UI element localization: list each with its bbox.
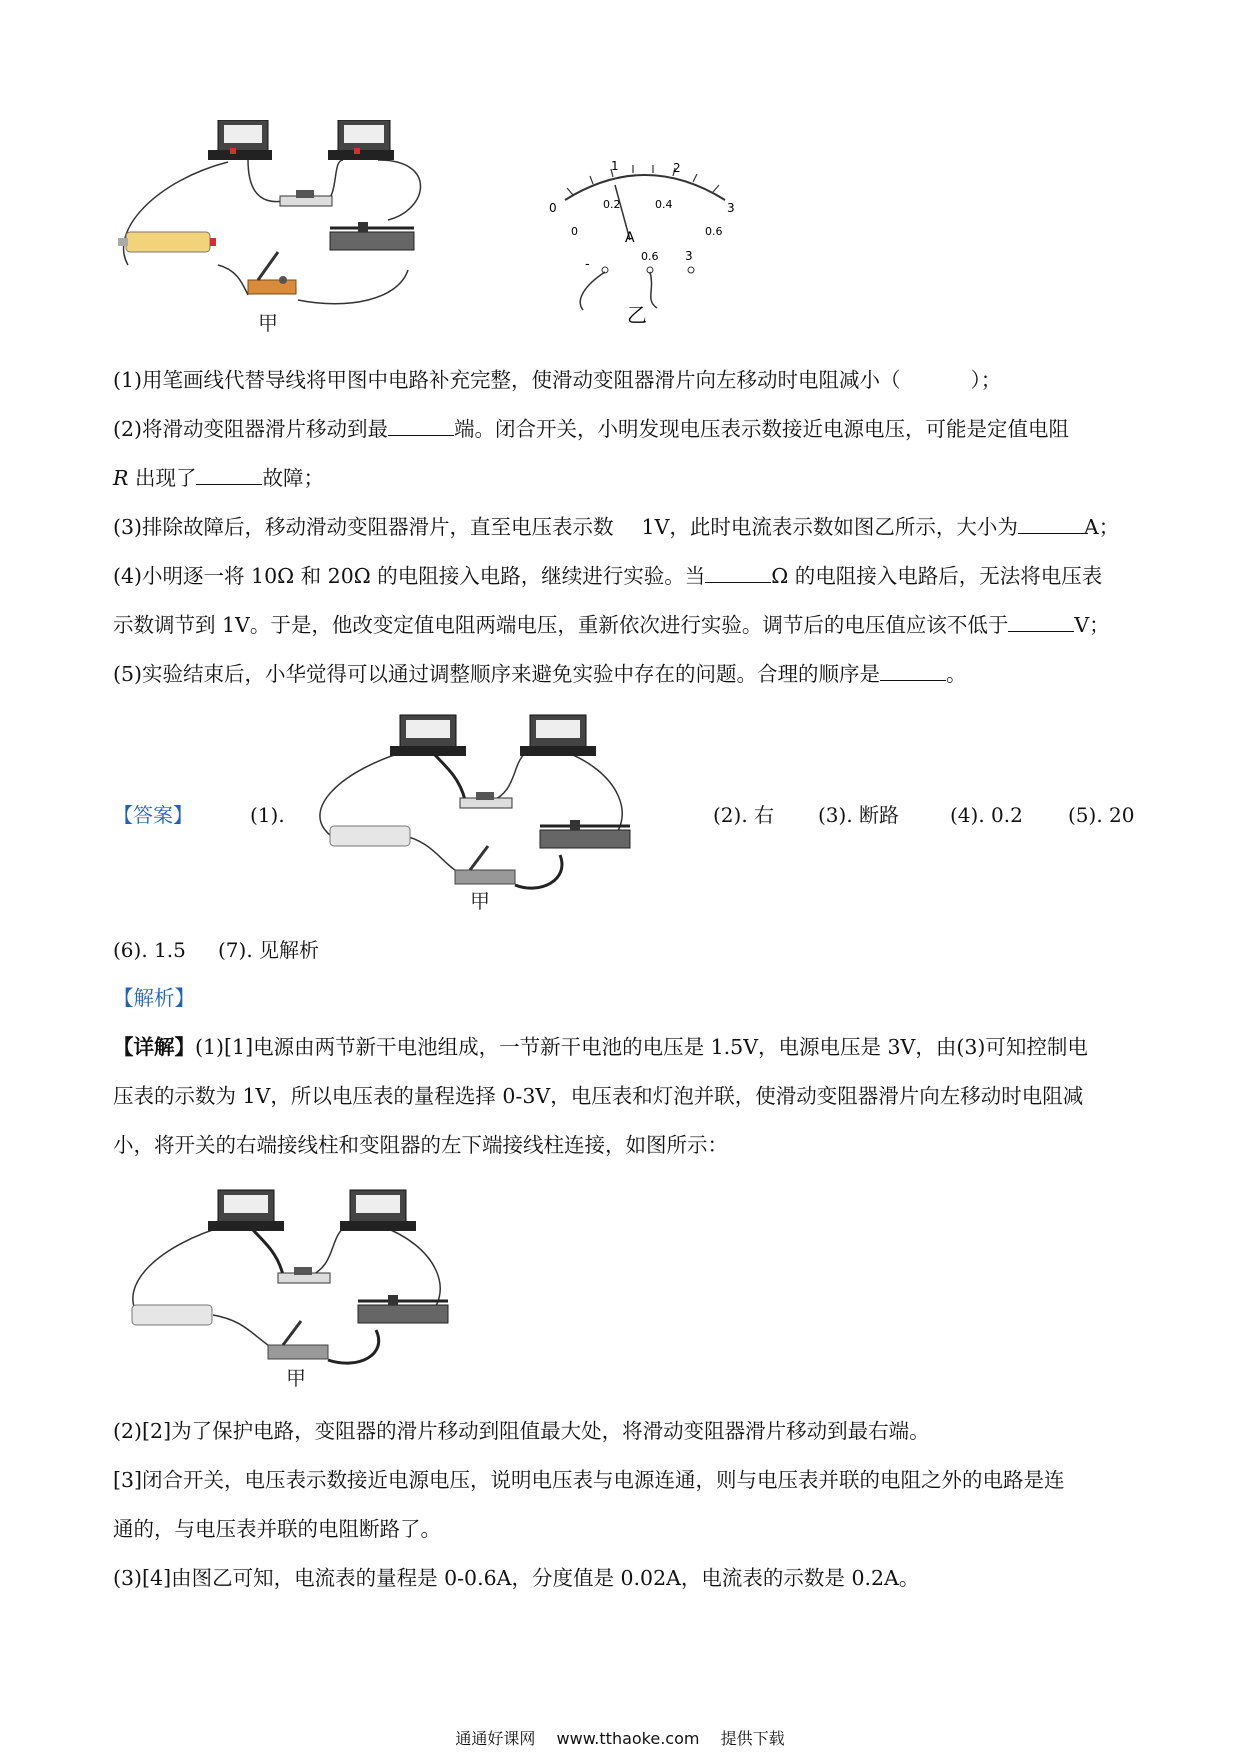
answer-blank[interactable] xyxy=(1008,611,1074,632)
answer-item-6: (6). 1.5 xyxy=(113,938,186,962)
footer-url[interactable]: www.tthaoke.com xyxy=(556,1729,700,1748)
answer-blank[interactable] xyxy=(705,562,771,583)
figure-yi-label: 乙 xyxy=(627,303,647,327)
scale-bottom-1: 0.2 xyxy=(603,198,621,211)
figure-jia-label-analysis: 甲 xyxy=(286,1366,306,1390)
question-2-cont: R 出现了 故障； xyxy=(113,466,324,490)
answer-item-2: (2). 右 xyxy=(713,803,775,827)
scale-bottom-3: 0.6 xyxy=(705,225,723,238)
circuit-figure-answer xyxy=(290,710,650,920)
figure-jia-label: 甲 xyxy=(258,311,278,335)
circuit-figure-jia-top xyxy=(118,120,478,340)
scale-bottom-2: 0.4 xyxy=(655,198,673,211)
terminal-06: 0.6 xyxy=(641,250,659,263)
answer-blank[interactable] xyxy=(196,464,262,485)
analysis-line-6: 通的，与电压表并联的电阻断路了。 xyxy=(113,1517,441,1541)
analysis-line-2: 压表的示数为 1V，所以电压表的量程选择 0-3V，电压表和灯泡并联，使滑动变阻器滑片向左移动时电阻减 xyxy=(113,1084,1084,1108)
scale-bottom-0: 0 xyxy=(571,225,578,238)
analysis-line-1: 【详解】(1)[1]电源由两节新干电池组成，一节新干电池的电压是 1.5V，电源电压是 3V，由(3)可知控制电 xyxy=(113,1035,1088,1059)
question-1: (1)用笔画线代替导线将甲图中电路补充完整，使滑动变阻器滑片向左移动时电阻减小（ ）； xyxy=(113,368,1002,392)
answer-item-5: (5). 20 xyxy=(1068,803,1135,827)
analysis-line-5: [3]闭合开关，电压表示数接近电源电压，说明电压表与电源连通，则与电压表并联的电阻之外的电路是连 xyxy=(113,1468,1065,1492)
circuit-figure-analysis xyxy=(118,1185,468,1395)
scale-top-0: 0 xyxy=(549,201,557,215)
question-4-cont: 示数调节到 1V。于是，他改变定值电阻两端电压，重新依次进行实验。调节后的电压值应该不低于 V； xyxy=(113,613,1110,637)
answer-item-1: (1). xyxy=(250,803,285,827)
scale-top-2: 2 xyxy=(673,161,681,175)
analysis-line-7: (3)[4]由图乙可知，电流表的量程是 0-0.6A，分度值是 0.02A，电流表的示数是 0.2A。 xyxy=(113,1566,920,1590)
answer-blank[interactable] xyxy=(388,415,454,436)
ammeter-figure-yi xyxy=(545,150,745,330)
answer-tag: 【答案】 xyxy=(113,803,193,827)
analysis-line-4: (2)[2]为了保护电路，变阻器的滑片移动到阻值最大处，将滑动变阻器滑片移动到最右端。 xyxy=(113,1419,930,1443)
question-3: (3)排除故障后，移动滑动变阻器滑片，直至电压表示数 1V，此时电流表示数如图乙所示，大小为 A； xyxy=(113,515,1120,539)
answer-item-7: (7). 见解析 xyxy=(218,938,320,962)
ammeter-unit: A xyxy=(625,230,635,246)
scale-top-3: 3 xyxy=(727,201,735,215)
answer-item-4: (4). 0.2 xyxy=(950,803,1023,827)
question-2: (2)将滑动变阻器滑片移动到最 端。闭合开关，小明发现电压表示数接近电源电压，可能是定值电阻 xyxy=(113,417,1070,441)
analysis-tag: 【解析】 xyxy=(113,986,195,1010)
answer-blank[interactable] xyxy=(880,660,946,681)
analysis-line-3: 小，将开关的右端接线柱和变阻器的左下端接线柱连接，如图所示： xyxy=(113,1133,728,1157)
question-4: (4)小明逐一将 10Ω 和 20Ω 的电阻接入电路，继续进行实验。当 Ω 的电阻接入电路后，无法将电压表 xyxy=(113,564,1103,588)
footer-action: 提供下载 xyxy=(720,1729,785,1748)
page-footer xyxy=(0,1726,1240,1749)
figure-jia-label-answer: 甲 xyxy=(470,889,490,913)
detail-tag: 【详解】 xyxy=(113,1035,195,1059)
terminal-neg: - xyxy=(585,257,590,272)
footer-site-name: 通通好课网 xyxy=(455,1729,536,1748)
answer-blank[interactable] xyxy=(1018,513,1084,534)
question-5: (5)实验结束后，小华觉得可以通过调整顺序来避免实验中存在的问题。合理的顺序是 。 xyxy=(113,662,967,686)
scale-top-1: 1 xyxy=(611,159,619,173)
answer-item-3: (3). 断路 xyxy=(818,803,900,827)
terminal-3: 3 xyxy=(685,249,693,263)
